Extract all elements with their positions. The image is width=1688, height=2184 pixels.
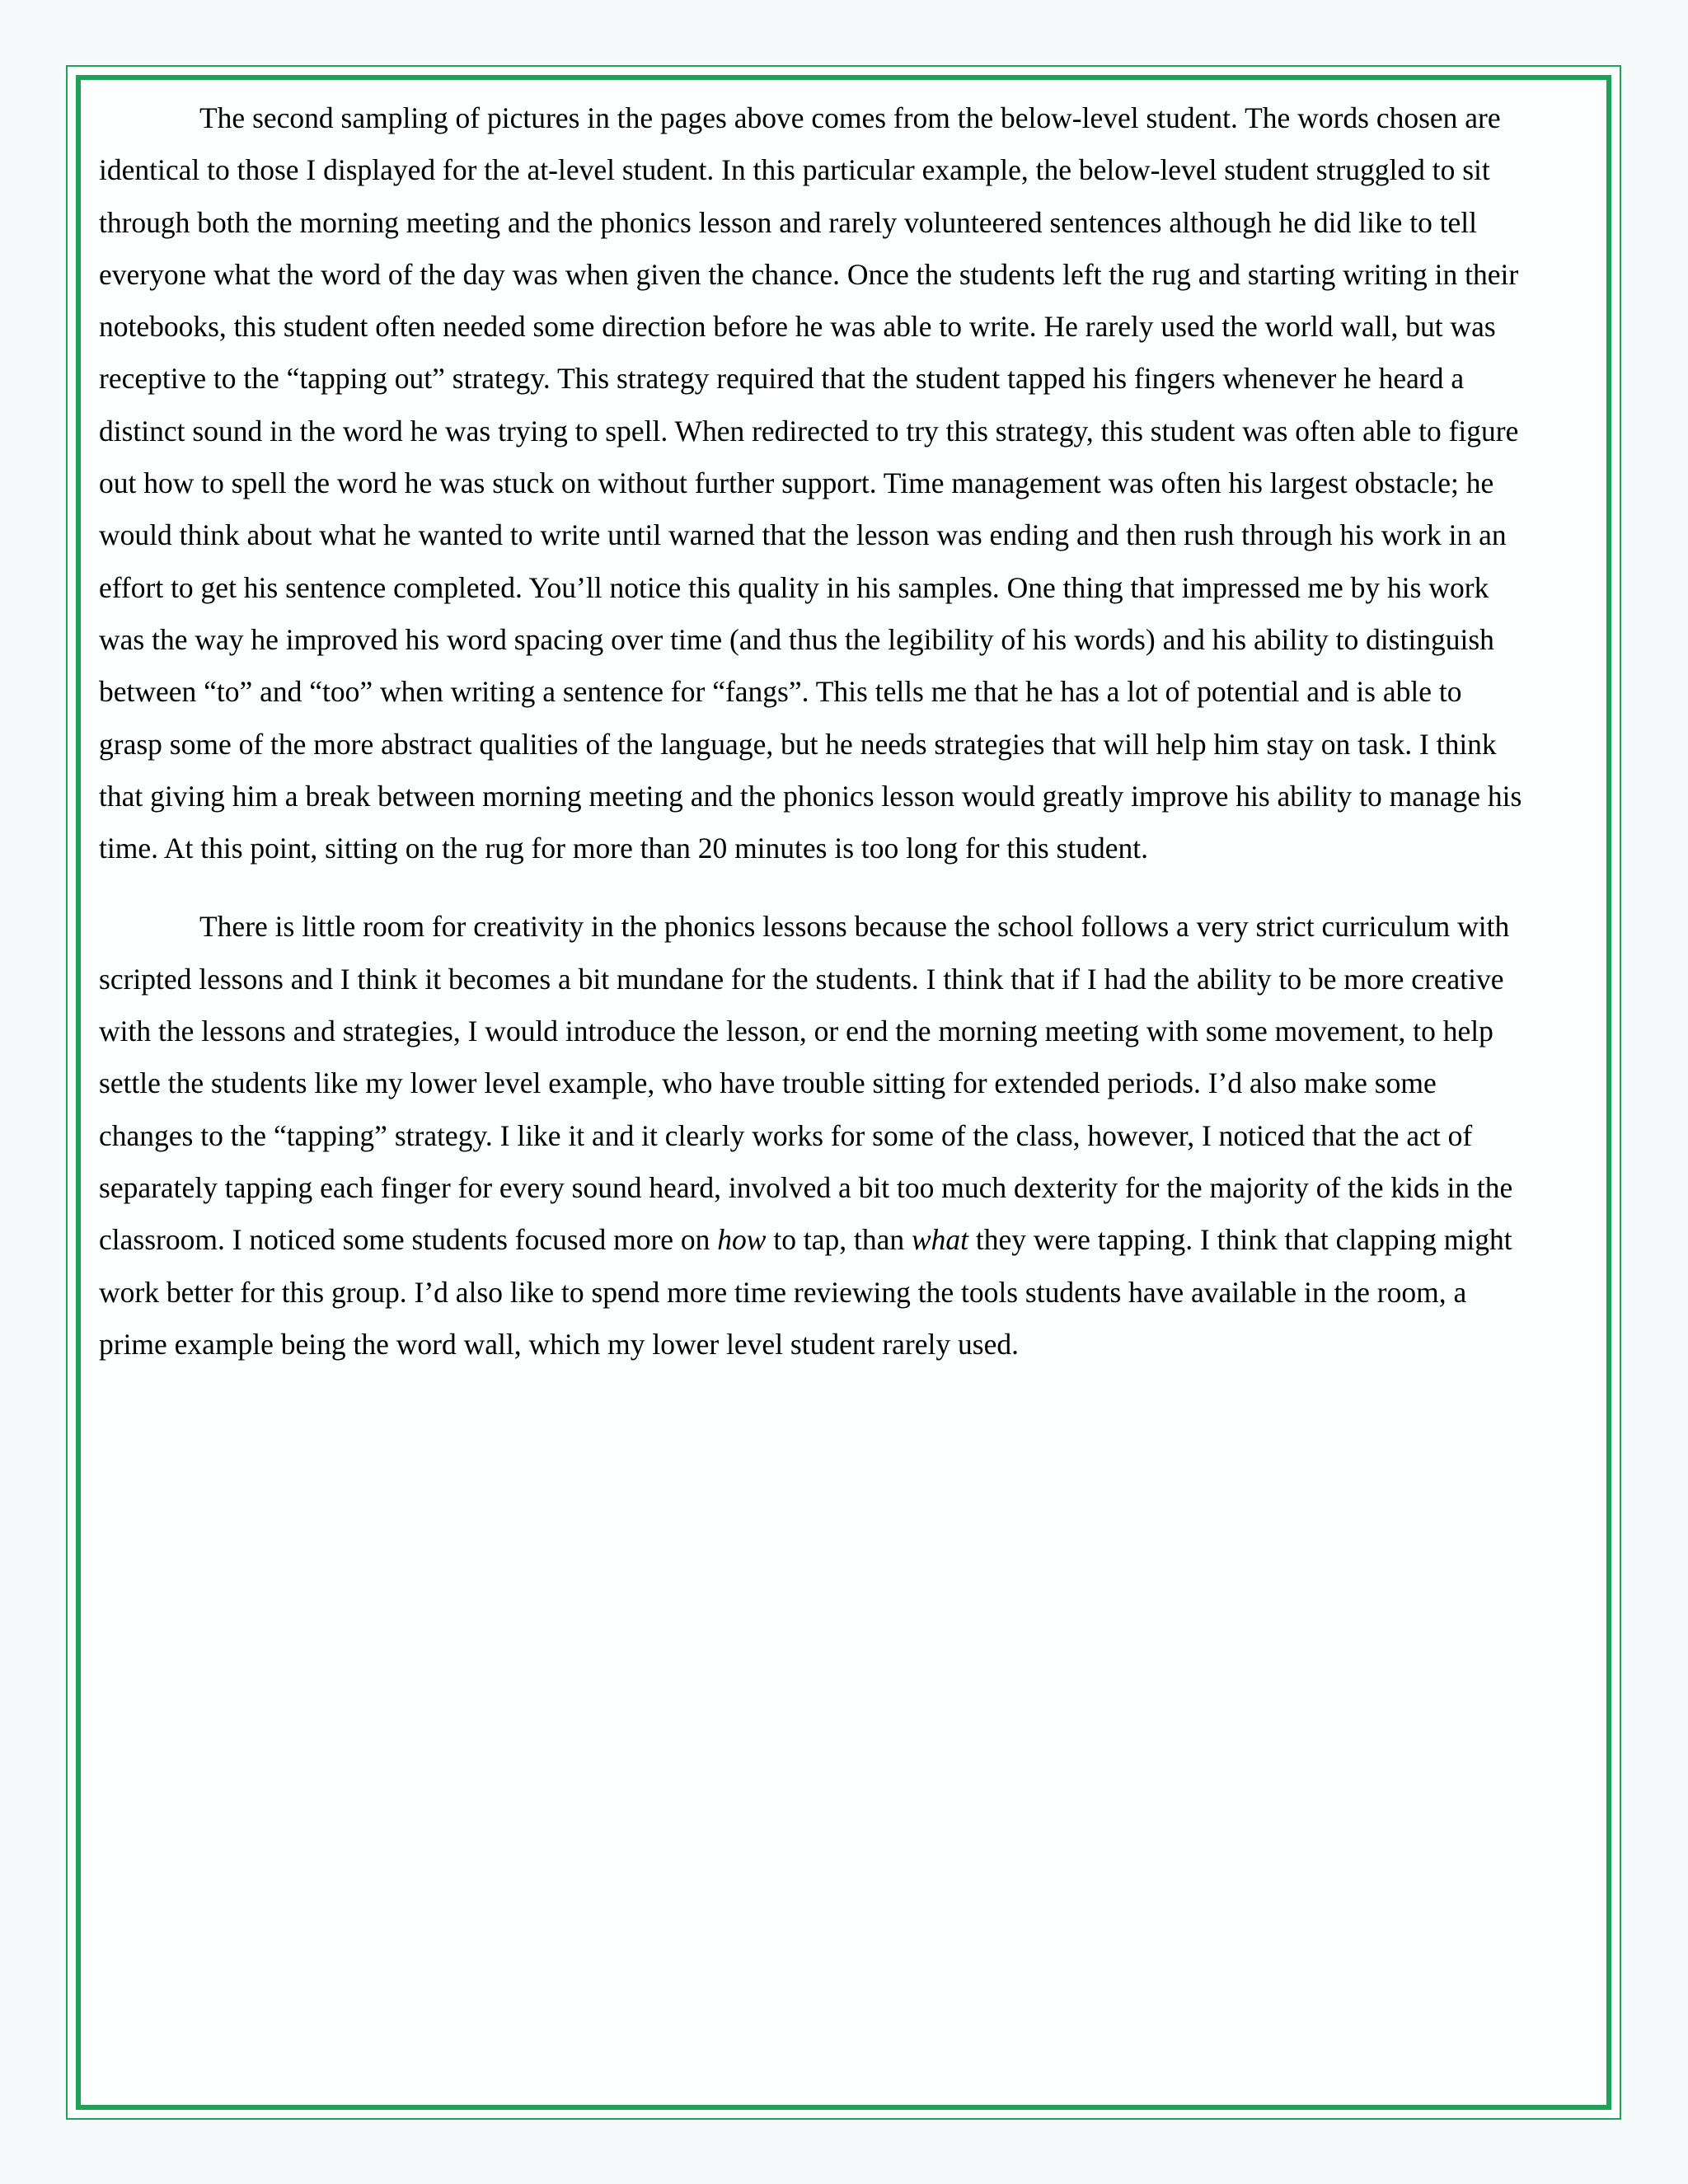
text-line: through both the morning meeting and the phonics lesson and rarely volunteered sentences although he did like to tell bbox=[99, 205, 1478, 239]
emphasis-what: what bbox=[911, 1223, 968, 1257]
text-line: changes to the “tapping” strategy. I like it and it clearly works for some of the class, however, I noticed that the act of bbox=[99, 1118, 1473, 1152]
text-line: was the way he improved his word spacing over time (and thus the legibility of his words) and his ability to distinguish bbox=[99, 622, 1494, 656]
text-line: The second sampling of pictures in the pages above comes from the below-level student. The words chosen are bbox=[199, 101, 1501, 134]
text-line: distinct sound in the word he was trying to spell. When redirected to try this strategy, this student was often able to figure bbox=[99, 414, 1519, 448]
text-line: There is little room for creativity in the phonics lessons because the school follows a very strict curriculum with bbox=[199, 910, 1510, 944]
text-line: effort to get his sentence completed. You’ll notice this quality in his samples. One thing that impressed me by his work bbox=[99, 570, 1489, 604]
text-line: everyone what the word of the day was when given the chance. Once the students left the rug and starting writing in their bbox=[99, 257, 1519, 291]
text-line-with-emphasis bbox=[99, 1214, 1582, 1266]
text-segment: they were tapping. I think that clapping might bbox=[968, 1223, 1512, 1257]
text-line: notebooks, this student often needed some direction before he was able to write. He rarely used the world wall, but was bbox=[99, 310, 1496, 344]
text-segment: classroom. I noticed some students focused more on bbox=[99, 1223, 718, 1257]
text-line: settle the students like my lower level example, who have trouble sitting for extended periods. I’d also make some bbox=[99, 1066, 1437, 1100]
text-line: with the lessons and strategies, I would introduce the lesson, or end the morning meeting with some movement, to help bbox=[99, 1015, 1493, 1048]
paragraph-2 bbox=[99, 901, 1582, 1371]
text-line: receptive to the “tapping out” strategy. This strategy required that the student tapped his fingers whenever he heard a bbox=[99, 362, 1465, 396]
text-line: identical to those I displayed for the at-level student. In this particular example, the below-level student struggled to sit bbox=[99, 153, 1490, 187]
text-line: out how to spell the word he was stuck on without further support. Time management was often his largest obstacle; he bbox=[99, 466, 1494, 500]
text-line: separately tapping each finger for every sound heard, involved a bit too much dexterity for the majority of the kids in the bbox=[99, 1170, 1513, 1204]
text-line: time. At this point, sitting on the rug for more than 20 minutes is too long for this student. bbox=[99, 832, 1148, 865]
text-line: would think about what he wanted to write until warned that the lesson was ending and then rush through his work in an bbox=[99, 518, 1507, 552]
text-line: between “to” and “too” when writing a sentence for “fangs”. This tells me that he has a lot of potential and is able to bbox=[99, 675, 1462, 709]
document-body bbox=[99, 92, 1582, 1371]
text-line: grasp some of the more abstract qualities of the language, but he needs strategies that will help him stay on task. I think bbox=[99, 727, 1497, 761]
text-line: that giving him a break between morning meeting and the phonics lesson would greatly improve his ability to manage his bbox=[99, 779, 1522, 813]
paragraph-1 bbox=[99, 92, 1582, 874]
emphasis-how: how bbox=[717, 1223, 767, 1257]
text-line: scripted lessons and I think it becomes a bit mundane for the students. I think that if I had the ability to be more creative bbox=[99, 962, 1504, 996]
text-segment: to tap, than bbox=[766, 1223, 912, 1257]
text-line: work better for this group. I’d also like to spend more time reviewing the tools students have available in the room, a bbox=[99, 1275, 1467, 1309]
text-line: prime example being the word wall, which my lower level student rarely used. bbox=[99, 1327, 1019, 1361]
